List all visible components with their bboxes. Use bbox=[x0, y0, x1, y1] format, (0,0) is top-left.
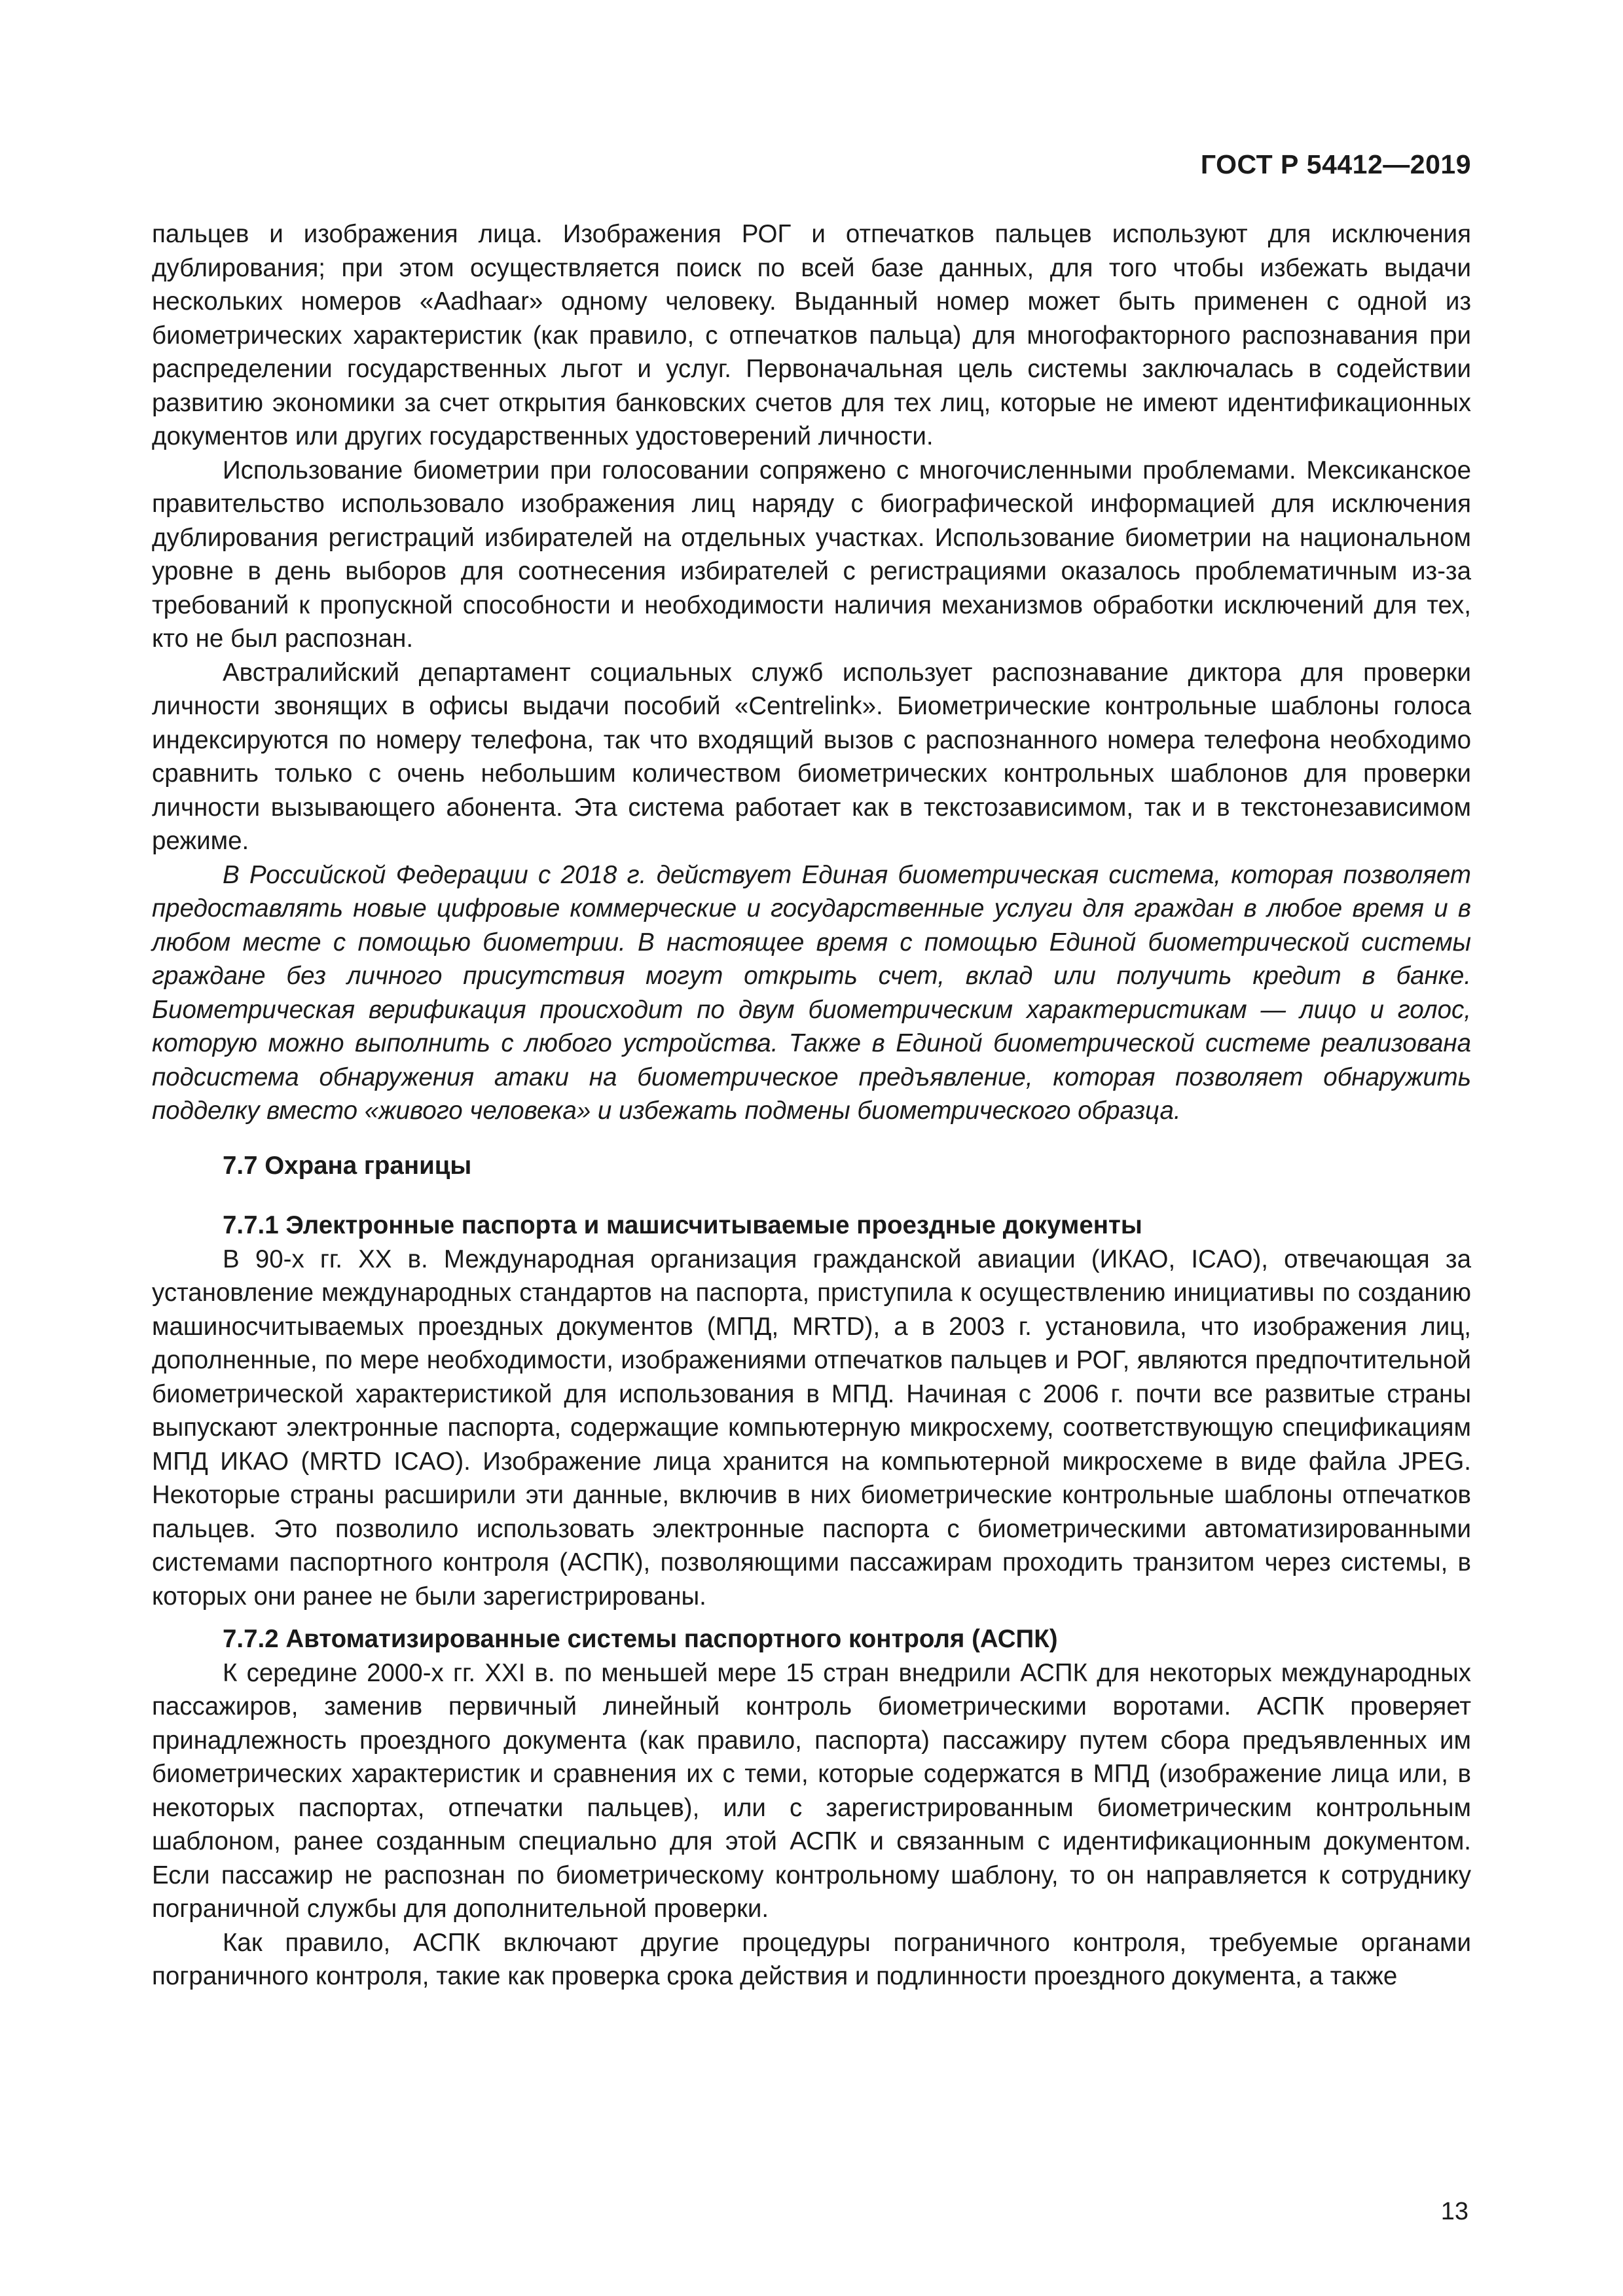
paragraph-continuation: пальцев и изображения лица. Изображения РОГ и отпечатков пальцев используют для исключения дублирования; при этом осуществляется поиск по всей базе данных, для того чтобы избежать выдачи нескольких номеров «Aadhaar» одному человеку. Выданный номер может быть применен с одной из биометрических характеристик (как правило, с отпечатков пальца) для многофакторного распознавания при распределении государственных льгот и услуг. Первоначальная цель системы заключалась в содействии развитию экономики за счет открытия банковских счетов для тех лиц, которые не имеют идентификационных документов или других государственных удостоверений личности. bbox=[152, 220, 1471, 450]
body-text bbox=[152, 217, 1471, 1994]
document-code-header: ГОСТ Р 54412—2019 bbox=[1200, 149, 1471, 179]
paragraph-russia: В Российской Федерации с 2018 г. действует Единая биометрическая система, которая позволяет предоставлять новые цифровые коммерческие и государственные услуги для граждан в любое время и в любом месте с помощью биометрии. В настоящее время с помощью Единой биометрической системы граждане без личного присутствия могут открыть счет, вклад или получить кредит в банке. Биометрическая верификация происходит по двум биометрическим характеристикам — лицо и голос, которую можно выполнить с любого устройства. Также в Единой биометрической системе реализована подсистема обнаружения атаки на биометрическое предъявление, которая позволяет обнаружить подделку вместо «живого человека» и избежать подмены биометрического образца. bbox=[152, 860, 1471, 1125]
section-heading-7-7-2: 7.7.2 Автоматизированные системы паспортного контроля (АСПК) bbox=[223, 1625, 1058, 1653]
paragraph-abc-procedures: Как правило, АСПК включают другие процедуры пограничного контроля, требуемые органами пограничного контроля, такие как проверка срока действия и подлинности проездного документа, а также bbox=[152, 1928, 1471, 1990]
page-number: 13 bbox=[1440, 2198, 1468, 2225]
section-heading-7-7: 7.7 Охрана границы bbox=[223, 1151, 472, 1180]
section-heading-7-7-1: 7.7.1 Электронные паспорта и машисчитываемые проездные документы bbox=[223, 1211, 1142, 1239]
paragraph-voting: Использование биометрии при голосовании сопряжено с многочисленными проблемами. Мексиканское правительство использовало изображения лиц наряду с биографической информацией для исключения дублирования регистраций избирателей на отдельных участках. Использование биометрии на национальном уровне в день выборов для соотнесения избирателей с регистрациями оказалось проблематичным из-за требований к пропускной способности и необходимости наличия механизмов обработки исключений для тех, кто не был распознан. bbox=[152, 456, 1471, 653]
paragraph-epassports: В 90-х гг. XX в. Международная организация гражданской авиации (ИКАО, ICAO), отвечающая за установление международных стандартов на паспорта, приступила к осуществлению инициативы по созданию машиносчитываемых проездных документов (МПД, MRTD), а в 2003 г. установила, что изображения лиц, дополненные, по мере необходимости, изображениями отпечатков пальцев и РОГ, являются предпочтительной биометрической характеристикой для использования в МПД. Начиная с 2006 г. почти все развитые страны выпускают электронные паспорта, содержащие компьютерную микросхему, соответствующую спецификациям МПД ИКАО (MRTD ICAO). Изображение лица хранится на компьютерной микросхеме в виде файла JPEG. Некоторые страны расширили эти данные, включив в них биометрические контрольные шаблоны отпечатков пальцев. Это позволило использовать электронные паспорта с биометрическими автоматизированными системами паспортного контроля (АСПК), позволяющими пассажирам проходить транзитом через системы, в которых они ранее не были зарегистрированы. bbox=[152, 1245, 1471, 1611]
paragraph-australia: Австралийский департамент социальных служб использует распознавание диктора для проверки личности звонящих в офисы выдачи пособий «Centrelink». Биометрические контрольные шаблоны голоса индексируются по номеру телефона, так что входящий вызов с распознанного номера телефона необходимо сравнить только с очень небольшим количеством биометрических контрольных шаблонов для проверки личности вызывающего абонента. Эта система работает как в текстозависимом, так и в текстонезависимом режиме. bbox=[152, 658, 1471, 855]
paragraph-abc-systems: К середине 2000-х гг. XXI в. по меньшей мере 15 стран внедрили АСПК для некоторых международных пассажиров, заменив первичный линейный контроль биометрическими воротами. АСПК проверяет принадлежность проездного документа (как правило, паспорта) пассажиру путем сбора предъявленных им биометрических характеристик и сравнения их с теми, которые содержатся в МПД (изображение лица или, в некоторых паспортах, отпечатки пальцев), или с зарегистрированным биометрическим контрольным шаблоном, ранее созданным специально для этой АСПК и связанным с идентификационным документом. Если пассажир не распознан по биометрическому контрольному шаблону, то он направляется к сотруднику пограничной службы для дополнительной проверки. bbox=[152, 1658, 1471, 1923]
